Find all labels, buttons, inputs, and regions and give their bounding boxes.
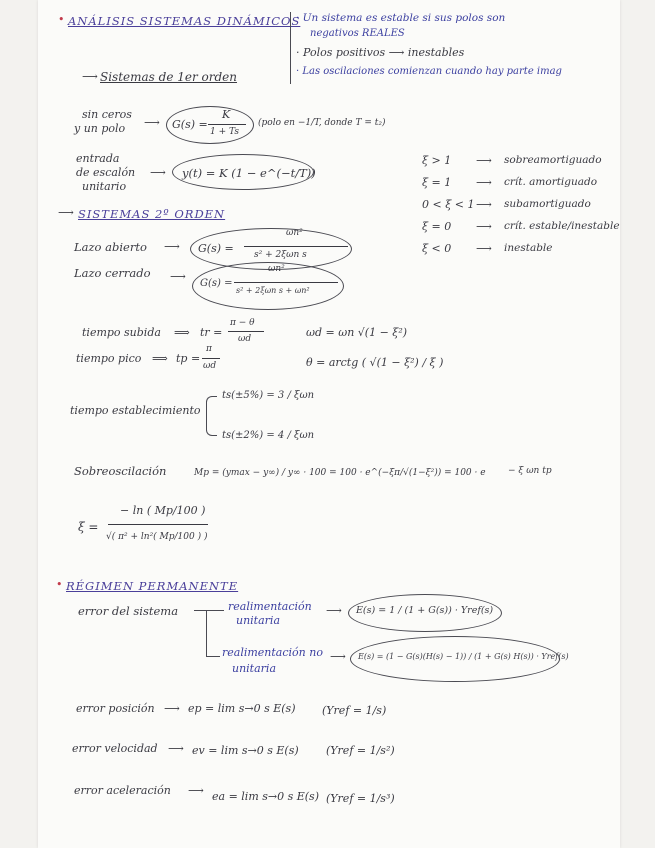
arrow-icon: ⟶ xyxy=(144,116,160,129)
arrow-icon: ⟶ xyxy=(326,604,342,617)
step-input-label-c: unitario xyxy=(82,180,127,193)
settling-time-5pct: ts(±5%) = 3 / ξωn xyxy=(222,390,315,401)
step-response-eq: y(t) = K (1 − e^(−t/T)) xyxy=(182,166,316,180)
system-error-label: error del sistema xyxy=(78,604,179,618)
first-order-gs-lhs: G(s) = xyxy=(172,118,208,131)
open-loop-lhs: G(s) = xyxy=(198,242,234,255)
arrow-icon: ⟶ xyxy=(164,702,180,715)
damping-type: crít. amortiguado xyxy=(504,176,598,188)
closed-loop-label: Lazo cerrado xyxy=(74,266,151,280)
damping-condition: 0 < ξ < 1 xyxy=(422,198,475,211)
arrow-icon: ⟶ xyxy=(58,206,74,219)
overshoot-exponent: − ξ ωn tp xyxy=(508,466,552,476)
arrow-icon: ⟶ xyxy=(188,784,204,797)
note-real: negativos REALES xyxy=(310,28,405,39)
arrow-icon: ⟶ xyxy=(476,176,492,189)
damping-type: crít. estable/inestable xyxy=(504,220,620,232)
overshoot-label: Sobreoscilación xyxy=(74,464,167,478)
nonunit-feedback-eq: E(s) = (1 − G(s)(H(s) − 1)) / (1 + G(s) H(s)) · Yref(s) xyxy=(358,652,569,661)
first-order-title: Sistemas de 1er orden xyxy=(100,70,238,84)
settling-time-2pct: ts(±2%) = 4 / ξωn xyxy=(222,430,315,441)
peak-time-den: ωd xyxy=(203,361,217,371)
steady-state-title: RÉGIMEN PERMANENTE xyxy=(66,579,239,593)
acceleration-error-label: error aceleración xyxy=(74,784,171,797)
rise-time-den: ωd xyxy=(238,334,252,344)
note-oscillation: · Las oscilaciones comienzan cuando hay parte imag xyxy=(296,66,562,77)
note-stable: · Un sistema es estable si sus polos son xyxy=(296,12,506,24)
nonunit-feedback-label-a: realimentación no xyxy=(222,646,323,659)
damping-type: inestable xyxy=(504,242,553,254)
open-loop-num: ωn² xyxy=(286,228,303,238)
closed-loop-den: s² + 2ξωn s + ωn² xyxy=(236,286,310,295)
step-input-label-a: entrada xyxy=(76,152,120,165)
section-bullet: • xyxy=(58,13,65,26)
arrow-icon: ⟹ xyxy=(174,326,190,339)
step-input-label-b: de escalón xyxy=(76,166,136,179)
arrow-icon: ⟶ xyxy=(82,70,98,83)
velocity-error-ref: (Yref = 1/s²) xyxy=(326,744,395,757)
peak-time-num: π xyxy=(206,344,212,354)
arrow-icon: ⟶ xyxy=(476,154,492,167)
arrow-icon: ⟶ xyxy=(164,240,180,253)
rise-time-num: π − θ xyxy=(230,318,255,328)
overshoot-eq: Mp = (ymax − y∞) / y∞ · 100 = 100 · e^(−ξπ/√(1−ξ²)) = 100 · e xyxy=(194,468,486,478)
fraction-line xyxy=(228,331,264,332)
fraction-line xyxy=(234,282,338,283)
unit-feedback-label-a: realimentación xyxy=(228,600,312,613)
theta-eq: θ = arctg ( √(1 − ξ²) / ξ ) xyxy=(306,356,444,369)
open-loop-label: Lazo abierto xyxy=(74,240,147,254)
damping-condition: ξ > 1 xyxy=(422,154,452,167)
section-bullet: • xyxy=(56,578,63,591)
fraction-line xyxy=(244,246,348,247)
branch-arrow xyxy=(194,610,224,611)
no-zeros-text: sin ceros xyxy=(82,108,132,121)
unit-feedback-label-b: unitaria xyxy=(236,614,280,627)
nonunit-feedback-label-b: unitaria xyxy=(232,662,276,675)
acceleration-error-eq: ea = lim s→0 s E(s) xyxy=(212,790,319,803)
settling-branch xyxy=(206,396,217,436)
damping-condition: ξ < 0 xyxy=(422,242,452,255)
arrow-icon: ⟹ xyxy=(152,352,168,365)
closed-loop-num: ωn² xyxy=(268,264,285,274)
first-order-gs-num: K xyxy=(222,108,231,121)
fraction-line xyxy=(202,358,220,359)
fraction-line xyxy=(208,124,246,125)
damping-condition: ξ = 1 xyxy=(422,176,452,189)
xi-num: − ln ( Mp/100 ) xyxy=(120,504,206,517)
xi-den: √( π² + ln²( Mp/100 ) ) xyxy=(106,532,208,542)
branch-arrow xyxy=(206,610,207,656)
notes-bracket xyxy=(290,12,291,84)
settling-time-label: tiempo establecimiento xyxy=(70,404,201,417)
position-error-eq: ep = lim s→0 s E(s) xyxy=(188,702,296,715)
pole-note: (polo en −1/T, donde T = t₂) xyxy=(258,118,386,128)
closed-loop-lhs: G(s) = xyxy=(200,278,233,289)
arrow-icon: ⟶ xyxy=(150,166,166,179)
damping-condition: ξ = 0 xyxy=(422,220,452,233)
arrow-icon: ⟶ xyxy=(476,198,492,211)
note-positive-poles: · Polos positivos ⟶ inestables xyxy=(296,46,465,59)
fraction-line xyxy=(108,524,208,525)
second-order-title: SISTEMAS 2º ORDEN xyxy=(78,207,226,221)
acceleration-error-ref: (Yref = 1/s³) xyxy=(326,792,395,805)
first-order-gs-den: 1 + Ts xyxy=(210,127,239,137)
damped-frequency-eq: ωd = ωn √(1 − ξ²) xyxy=(306,326,408,339)
arrow-icon: ⟶ xyxy=(170,270,186,283)
section-title-analysis: ANÁLISIS SISTEMAS DINÁMICOS xyxy=(68,14,301,28)
xi-lhs: ξ = xyxy=(78,520,99,534)
peak-time-label: tiempo pico xyxy=(76,352,142,365)
arrow-icon: ⟶ xyxy=(476,242,492,255)
damping-type: sobreamortiguado xyxy=(504,154,602,166)
branch-arrow xyxy=(206,656,220,657)
position-error-ref: (Yref = 1/s) xyxy=(322,704,387,717)
velocity-error-eq: ev = lim s→0 s E(s) xyxy=(192,744,299,757)
rise-time-lhs: tr = xyxy=(200,326,223,339)
arrow-icon: ⟶ xyxy=(330,650,346,663)
arrow-icon: ⟶ xyxy=(476,220,492,233)
velocity-error-label: error velocidad xyxy=(72,742,158,755)
arrow-icon: ⟶ xyxy=(168,742,184,755)
position-error-label: error posición xyxy=(76,702,155,715)
one-pole-text: y un polo xyxy=(74,122,126,135)
open-loop-den: s² + 2ξωn s xyxy=(254,250,307,260)
unit-feedback-eq: E(s) = 1 / (1 + G(s)) · Yref(s) xyxy=(356,605,494,616)
damping-type: subamortiguado xyxy=(504,198,591,210)
rise-time-label: tiempo subida xyxy=(82,326,161,339)
peak-time-lhs: tp = xyxy=(176,352,201,365)
